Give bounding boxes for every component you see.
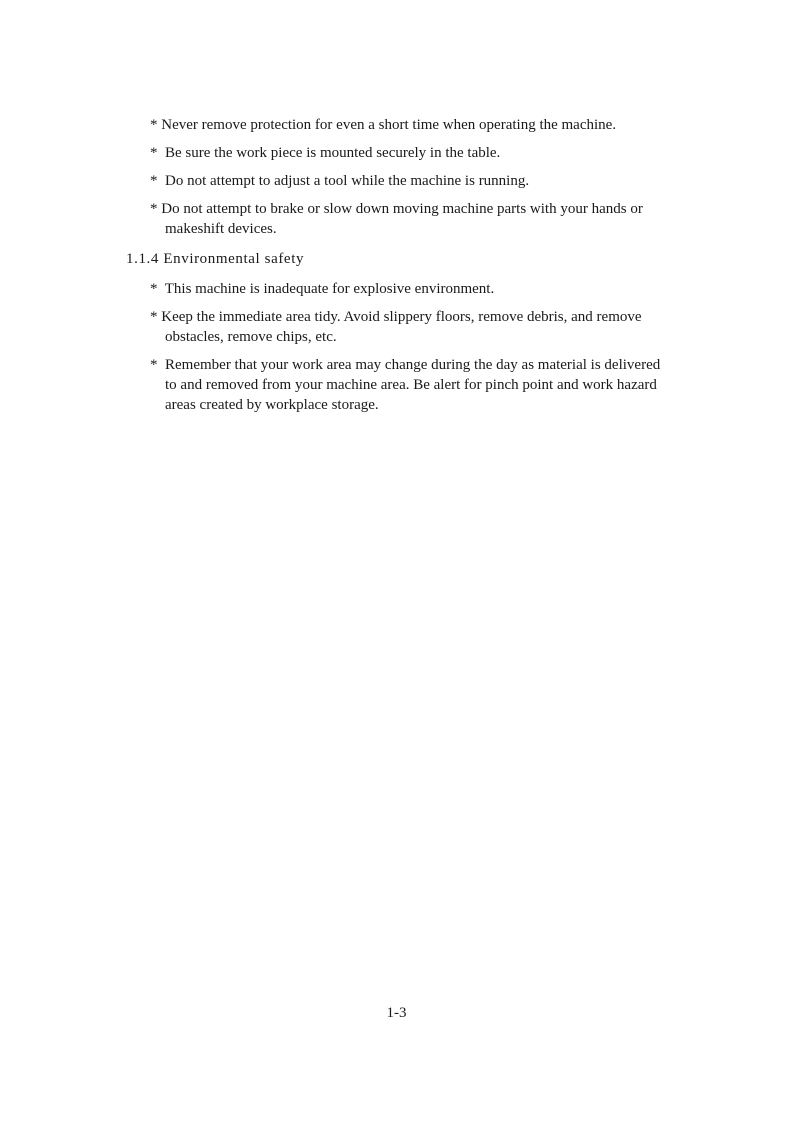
bullet-marker: * [150,201,158,217]
bullet-text-continued: makeshift devices. [165,221,277,237]
safety-bullet-workpiece [150,143,500,163]
env-bullet-tidy-area [150,307,642,347]
bullet-marker: * [150,117,158,133]
safety-bullet-adjust-tool [150,171,529,191]
bullet-text: Do not attempt to brake or slow down moving machine parts with your hands or [161,201,643,217]
bullet-text: Remember that your work area may change during the day as material is delivered [165,357,661,373]
bullet-marker: * [150,357,158,373]
env-bullet-work-area-change [150,355,660,415]
bullet-text: This machine is inadequate for explosive environment. [164,281,495,297]
bullet-text: Keep the immediate area tidy. Avoid slippery floors, remove debris, and remove [161,309,642,325]
safety-bullet-brake-parts [150,199,643,239]
bullet-text-continued: areas created by workplace storage. [165,397,379,413]
bullet-marker: * [150,173,158,189]
section-heading: 1.1.4 Environmental safety [126,251,305,267]
bullet-text-continued: obstacles, remove chips, etc. [165,329,337,345]
bullet-marker: * [150,145,158,161]
bullet-text: Be sure the work piece is mounted securely in the table. [165,145,501,161]
safety-bullet-protection [150,115,616,135]
bullet-text: Do not attempt to adjust a tool while the machine is running. [165,173,530,189]
bullet-marker: * [150,309,158,325]
page-number: 1-3 [386,1005,407,1021]
bullet-marker: * [150,281,158,297]
bullet-text-continued: to and removed from your machine area. Be alert for pinch point and work hazard [165,377,657,393]
env-bullet-explosive [150,279,494,299]
bullet-text: Never remove protection for even a short time when operating the machine. [161,117,617,133]
